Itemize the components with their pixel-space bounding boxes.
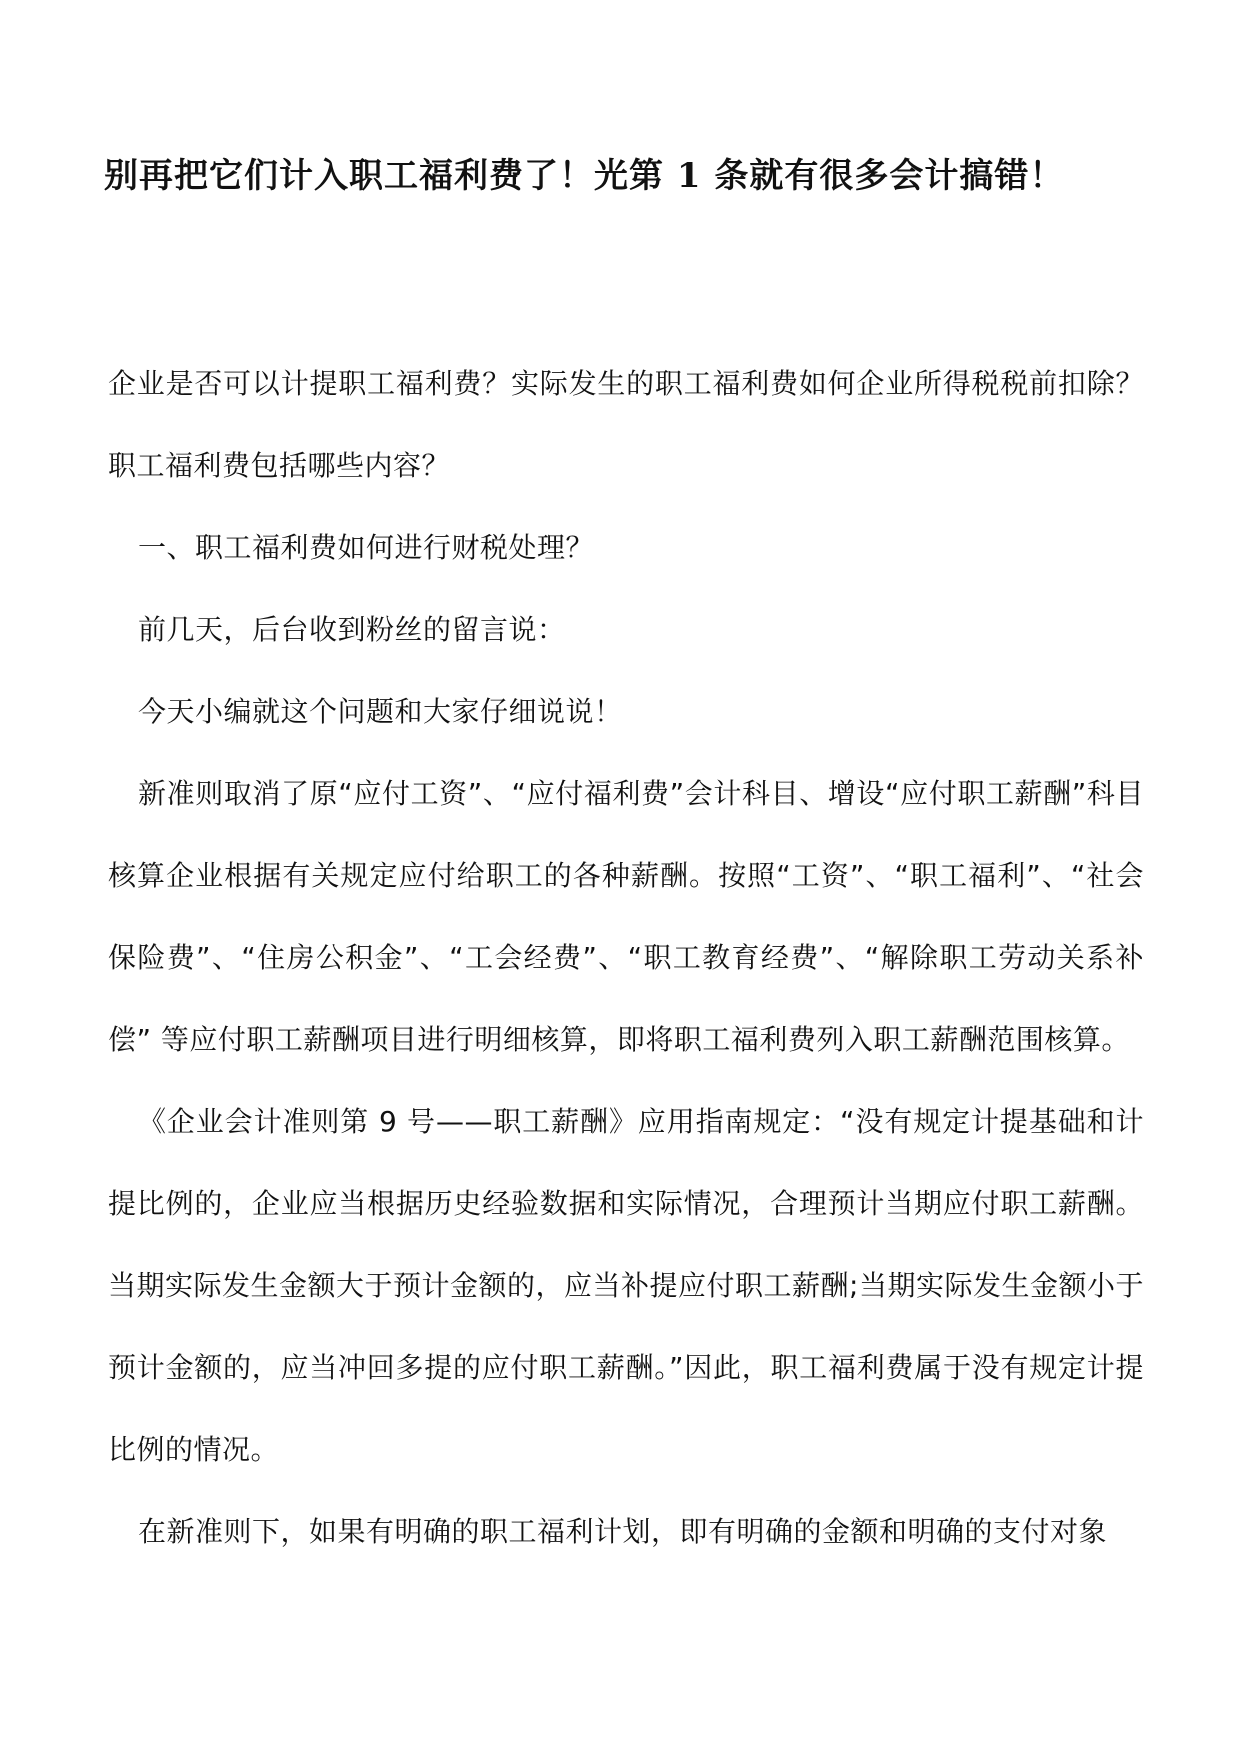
paragraph-editor-note: 今天小编就这个问题和大家仔细说说！ (138, 695, 623, 728)
paragraph-accounting-guideline: 《企业会计准则第 9 号——职工薪酬》应用指南规定：“没有规定计提基础和计提比例的，企业应当根据历史经验数据和实际情况，合理预计当期应付职工薪酬。当期实际发生金额大于预计金额的，应当补提应付职工薪酬;当期实际发生金额小于预计金额的，应当冲回多提的应付职工薪酬。”因此，职工福利费属于没有规定计提比例的情况。 (108, 1105, 1144, 1466)
paragraph-new-standard: 新准则取消了原“应付工资”、“应付福利费”会计科目、增设“应付职工薪酬”科目核算企业根据有关规定应付给职工的各种薪酬。按照“工资”、“职工福利”、“社会保险费”、“住房公积金”、“工会经费”、“职工教育经费”、“解除职工劳动关系补偿” 等应付职工薪酬项目进行明细核算，即将职工福利费列入职工薪酬范围核算。 (108, 777, 1144, 1056)
document-title: 别再把它们计入职工福利费了！光第 1 条就有很多会计搞错！ (104, 156, 1065, 196)
document-body (108, 343, 1144, 1573)
paragraph-intro-questions: 企业是否可以计提职工福利费？实际发生的职工福利费如何企业所得税税前扣除？职工福利费包括哪些内容？ (108, 367, 1144, 482)
paragraph-fan-message: 前几天，后台收到粉丝的留言说： (138, 613, 566, 646)
section-heading-1: 一、职工福利费如何进行财税处理？ (138, 531, 595, 564)
paragraph-welfare-plan: 在新准则下，如果有明确的职工福利计划，即有明确的金额和明确的支付对象 (138, 1515, 1108, 1548)
